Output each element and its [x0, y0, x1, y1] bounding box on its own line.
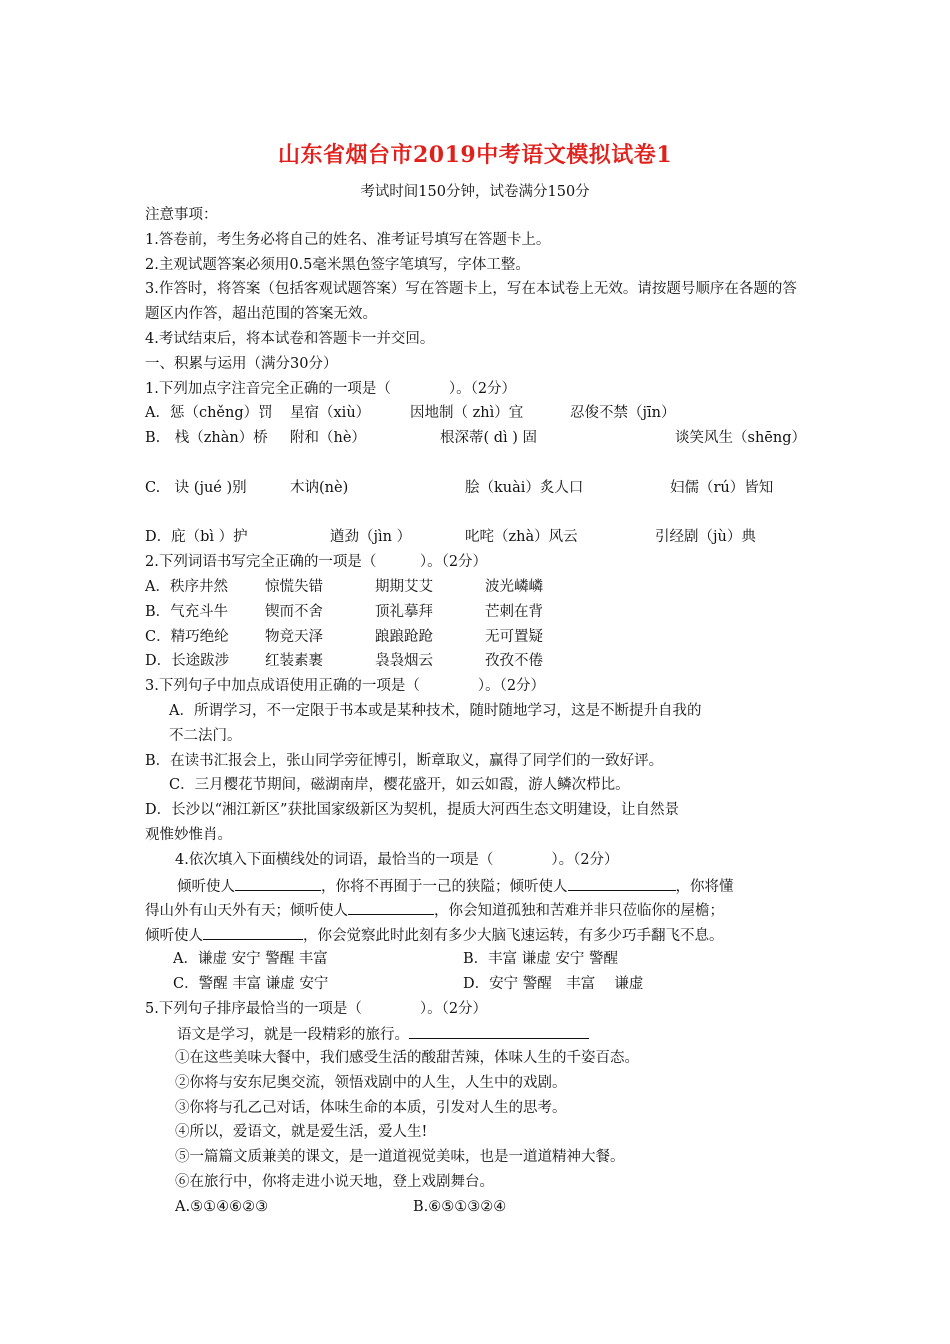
option-cell: B．气充斗牛: [145, 603, 229, 620]
question-4-passage-line: [145, 922, 810, 947]
notice-item: 3.作答时，将答案（包括客观试题答案）写在答题卡上，写在本试卷上无效。请按题号顺序在各题的答题区内作答，超出范围的答案无效。: [145, 281, 797, 323]
option-cell: 袅袅烟云: [375, 653, 433, 670]
question-2-stem: 2.下列词语书写完全正确的一项是（ ）。（2分）: [145, 554, 488, 571]
option-cell: 根深蒂( dì ) 固: [440, 430, 538, 447]
passage-text: ，你将不再囿于一己的狭隘；倾听使人: [321, 878, 568, 895]
option-cell: 引经剧（jù）典: [655, 529, 756, 546]
passage-text: 得山外有山天外有天；倾听使人: [145, 903, 348, 920]
question-4-passage-line: [145, 873, 810, 898]
option-cell: 叱咤（zhà）风云: [465, 529, 578, 546]
question-5-options-row: [145, 1195, 810, 1220]
question-5-sentence: ④所以，爱语文，就是爱生活，爱人生!: [175, 1124, 428, 1141]
option-cell: 妇儒（rú）皆知: [670, 479, 774, 496]
question-3-option-d: D．长沙以“湘江新区”获批国家级新区为契机，提质大河西生态文明建设，让自然景: [145, 802, 679, 819]
option-cell: A.⑤①④⑥②③: [175, 1198, 269, 1215]
fill-blank: [235, 873, 321, 891]
question-2-option-b: [145, 600, 810, 625]
option-cell: D．安宁 警醒 丰富 谦虚: [463, 975, 644, 992]
question-3-option-a-cont: 不二法门。: [169, 727, 242, 744]
option-cell: C. 诀 (jué )别: [145, 479, 247, 496]
question-3-option-b: B．在读书汇报会上，张山同学旁征博引，断章取义，赢得了同学们的一致好评。: [145, 752, 664, 769]
option-cell: 锲而不舍: [265, 603, 323, 620]
option-cell: 遒劲（jìn ）: [330, 529, 412, 546]
option-cell: 物竞天泽: [265, 628, 323, 645]
fill-blank: [409, 1021, 589, 1039]
option-cell: 期期艾艾: [375, 578, 433, 595]
question-4-options-row: [145, 972, 810, 997]
question-1-option-c: [145, 476, 810, 501]
option-cell: D．长途跋涉: [145, 653, 230, 670]
option-cell: 星宿（xiù）: [290, 405, 371, 422]
option-cell: C．精巧绝纶: [145, 628, 229, 645]
question-4-options-row: [145, 947, 810, 972]
option-cell: 顶礼摹拜: [375, 603, 433, 620]
question-1-option-a: [145, 401, 810, 426]
question-2-option-c: [145, 625, 810, 650]
question-5-lead: [145, 1021, 810, 1046]
option-cell: B．丰富 谦虚 安宁 警醒: [463, 950, 618, 967]
fill-blank: [203, 922, 303, 940]
exam-body: [145, 203, 810, 1220]
question-2-option-d: [145, 649, 810, 674]
fill-blank: [568, 873, 676, 891]
question-3-option-c: C．三月樱花节期间，磁湖南岸，樱花盛开，如云如霞，游人鳞次栉比。: [169, 777, 630, 794]
question-5-stem: 5.下列句子排序最恰当的一项是（ ）。（2分）: [145, 1000, 488, 1017]
question-1-option-b: [145, 426, 810, 451]
option-cell: C．警醒 丰富 谦虚 安宁: [173, 975, 329, 992]
question-1-option-d: [145, 525, 810, 550]
option-cell: 芒刺在背: [485, 603, 543, 620]
question-5-sentence: ③你将与孔乙己对话，体味生命的本质，引发对人生的思考。: [175, 1099, 567, 1116]
notice-heading: 注意事项：: [145, 207, 218, 223]
exam-title: 山东省烟台市2019中考语文模拟试卷1: [277, 142, 673, 168]
passage-text: ，你将懂: [675, 878, 734, 895]
question-1-stem: 1.下列加点字注音完全正确的一项是（ ）。（2分）: [145, 380, 517, 397]
option-cell: A．秩序井然: [145, 578, 228, 595]
option-cell: 红装素裹: [265, 653, 323, 670]
notice-item: 2.主观试题答案必须用0.5毫米黑色签字笔填写，字体工整。: [145, 256, 530, 273]
option-cell: A．谦虚 安宁 警醒 丰富: [173, 950, 328, 967]
question-2-option-a: [145, 575, 810, 600]
passage-text: ，你会觉察此时此刻有多少大脑飞速运转，有多少巧手翻飞不息。: [303, 928, 724, 945]
option-cell: 脍（kuài）炙人口: [465, 479, 584, 496]
passage-text: 倾听使人: [177, 878, 235, 895]
question-5-sentence: ⑤一篇篇文质兼美的课文，是一道道视觉美味，也是一道道精神大餐。: [175, 1149, 625, 1166]
option-cell: 惊慌失错: [265, 578, 323, 595]
option-cell: 忍俊不禁（jīn）: [570, 405, 676, 422]
option-cell: A．惩（chěng）罚: [145, 405, 273, 422]
option-cell: 木讷(nè): [290, 479, 349, 496]
option-cell: 谈笑风生（shēng）: [675, 430, 806, 447]
passage-text: ，你会知道孤独和苦难并非只莅临你的屋檐；: [434, 903, 724, 920]
question-4-stem: 4.依次填入下面横线处的词语，最恰当的一项是（ ）。（2分）: [175, 851, 619, 868]
question-3-stem: 3.下列句子中加点成语使用正确的一项是（ ）。（2分）: [145, 678, 546, 695]
option-cell: B. 栈（zhàn）桥: [145, 430, 268, 447]
option-cell: B.⑥⑤①③②④: [413, 1198, 507, 1215]
notice-item: 1.答卷前，考生务必将自己的姓名、准考证号填写在答题卡上。: [145, 231, 551, 248]
fill-blank: [348, 897, 434, 915]
option-cell: 附和（hè）: [290, 430, 366, 447]
question-3-option-d-cont: 观惟妙惟肖。: [145, 826, 232, 843]
question-5-sentence: ②你将与安东尼奥交流，领悟戏剧中的人生，人生中的戏剧。: [175, 1074, 567, 1091]
option-cell: 因地制（ zhì）宜: [410, 405, 524, 422]
option-cell: 踉踉跄跄: [375, 628, 433, 645]
option-cell: 波光嶙嶙: [485, 578, 543, 595]
passage-text: 语文是学习，就是一段精彩的旅行。: [177, 1027, 409, 1044]
question-4-passage-line: [145, 897, 810, 922]
option-cell: 孜孜不倦: [485, 653, 543, 670]
question-3-option-a: A．所谓学习，不一定限于书本或是某种技术，随时随地学习，这是不断提升自我的: [169, 702, 702, 719]
option-cell: D．庇（bì ）护: [145, 529, 248, 546]
passage-text: 倾听使人: [145, 928, 203, 945]
section-heading: 一、积累与运用（满分30分）: [145, 355, 338, 372]
question-5-sentence: ①在这些美味大餐中，我们感受生活的酸甜苦辣，体味人生的千姿百态。: [175, 1050, 639, 1067]
option-cell: 无可置疑: [485, 628, 543, 645]
notice-item: 4.考试结束后，将本试卷和答题卡一并交回。: [145, 330, 435, 347]
question-5-sentence: ⑥在旅行中，你将走进小说天地，登上戏剧舞台。: [175, 1174, 494, 1191]
exam-subtitle: 考试时间150分钟，试卷满分150分: [360, 184, 590, 200]
